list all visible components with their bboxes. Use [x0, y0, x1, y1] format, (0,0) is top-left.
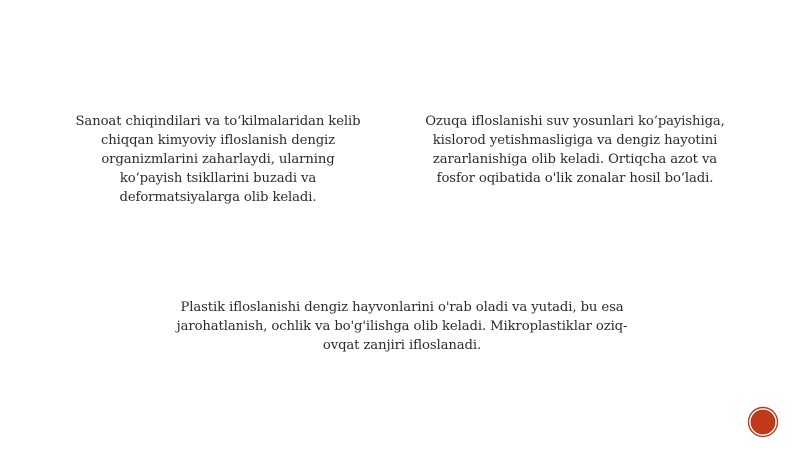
text-block-chemical-pollution: Sanoat chiqindilari va to‘kilmalaridan kelib chiqqan kimyoviy ifloslanish dengiz organizmlarini zaharlaydi, ularning ko‘payish tsikllarini buzadi va deformatsiyalarga olib keladi. [75, 114, 361, 205]
text-block-plastic-pollution: Plastik ifloslanishi dengiz hayvonlarini o'rab oladi va yutadi, bu esa jarohatlanish, ochlik va bo'g'ilishga olib keladi. Mikroplastiklar oziq- ovqat zanjiri ifloslanadi. [176, 300, 628, 353]
circle-next-icon [747, 406, 779, 438]
next-slide-button[interactable] [747, 406, 779, 438]
text-block-nutrient-pollution: Ozuqa ifloslanishi suv yosunlari ko‘payishiga, kislorod yetishmasligiga va dengiz hayotini zararlanishiga olib keladi. Ortiqcha azot va fosfor oqibatida o'lik zonalar hosil bo‘ladi. [425, 114, 725, 186]
